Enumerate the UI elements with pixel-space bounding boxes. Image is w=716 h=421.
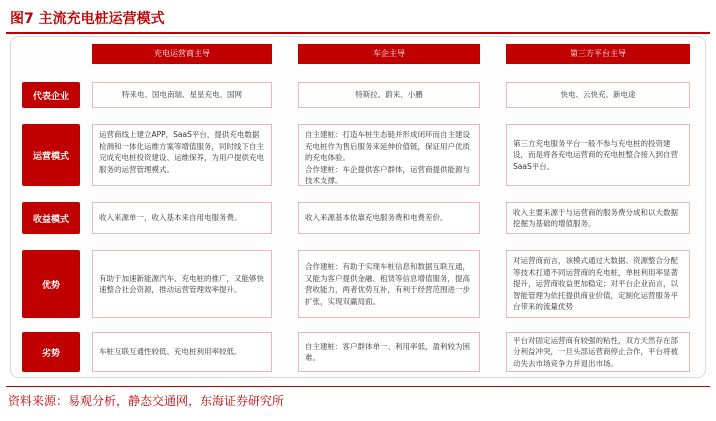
cell-operation-automaker: 自主建桩：打造车桩生态链并形成闭环而自主建设充电桩作为售后服务来延伸价值链，保证用户优质的充电体验。 合作建桩：车企提供客户群体，运营商提供能源与技术支撑。 (298, 124, 480, 186)
cell-disadvantages-operator: 车桩互联互通性较低、充电桩利用率较低。 (92, 332, 272, 372)
row-label-disadvantages: 劣势 (22, 332, 80, 372)
row-label-representative: 代表企业 (22, 82, 80, 108)
cell-disadvantages-automaker: 自主建桩：客户群体单一、利用率低，盈利较为困难。 (298, 332, 480, 372)
cell-representative-third-party: 快电、云快充、新电途 (506, 82, 690, 108)
cell-advantages-third-party: 对运营商而言，该模式通过大数据、资源整合分配等技术打通不同运营商的充电桩，单桩利用率显著提升，运营商收益更加稳定；对平台企业而言，以智能管理为依托提供商业价值，定制化运营服务平台带来的流量优势 (506, 250, 690, 318)
row-label-advantages: 优势 (22, 250, 80, 318)
column-header-automaker: 车企主导 (298, 44, 480, 64)
cell-advantages-operator: 有助于加速新能源汽车、充电桩的推广，又能够快速整合社会资源，推动运营管理效率提升。 (92, 250, 272, 318)
row-label-operation-mode: 运营模式 (22, 124, 80, 186)
title-divider (6, 32, 710, 34)
title-bar (6, 4, 708, 30)
figure-title: 图7 主流充电桩运营模式 (10, 11, 165, 27)
column-header-third-party: 第三方平台主导 (506, 44, 690, 64)
cell-representative-automaker: 特斯拉、蔚来、小鹏 (298, 82, 480, 108)
source-divider (6, 386, 710, 387)
cell-revenue-automaker: 收入来源基本依靠充电服务费和电费差价。 (298, 202, 480, 234)
cell-revenue-third-party: 收入主要来源于与运营商的服务费分成和以大数据挖掘为基础的增值服务。 (506, 202, 690, 234)
cell-advantages-automaker: 合作建桩：有助于实现车桩信息和数据互联互通，又能为客户提供金融、租赁等信息增值服务，提高营收能力，两者优势互补，有利于经营范围进一步扩张，实现双赢局面。 (298, 250, 480, 318)
cell-operation-operator: 运营商线上建立APP，SaaS平台，提供充电数据检测和一体化运维方案等增值服务，同时线下自主完成充电桩投资建设、运维保养，为用户提供充电服务的运营管理模式。 (92, 124, 272, 186)
cell-revenue-operator: 收入来源单一，收入基本来自用电服务费。 (92, 202, 272, 234)
cell-operation-third-party: 第三方充电服务平台一般不参与充电桩的投资建设，而是将各充电运营商的充电桩整合接入到自营SaaS平台。 (506, 124, 690, 186)
cell-representative-operator: 特来电、国电南瑞、星星充电、国网 (92, 82, 272, 108)
cell-disadvantages-third-party: 平台对固定运营商有较强的粘性，双方天然存在部分利益冲突，一旦头部运营商停止合作，平台将被动失去市场竞争力并退出市场。 (506, 332, 690, 372)
column-header-operator: 充电运营商主导 (92, 44, 272, 64)
row-label-revenue-mode: 收益模式 (22, 202, 80, 234)
source-note: 资料来源：易观分析，静态交通网，东海证券研究所 (8, 394, 285, 408)
